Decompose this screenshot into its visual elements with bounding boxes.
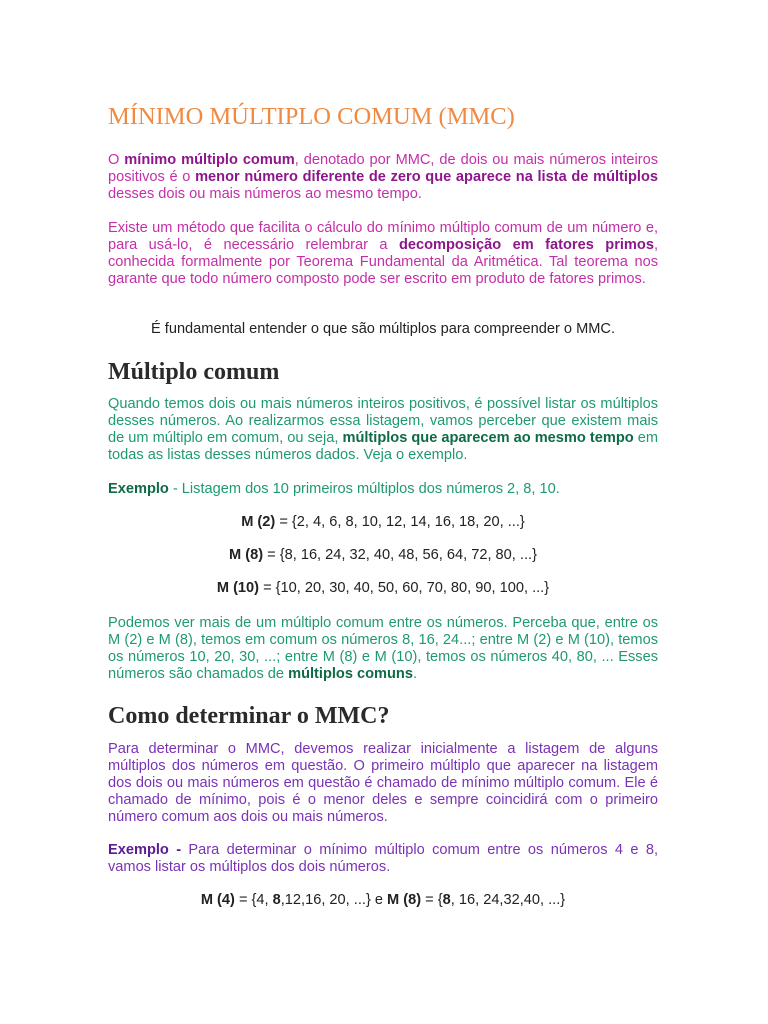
decomposicao-highlight: decomposição em fatores primos (398, 237, 654, 253)
section2-paragraph-1: Para determinar o MMC, devemos realizar inicialmente a listagem de alguns múltiplos dos números em questão. O primeiro múltiplo que aparecer na listagem dos dois ou mais números em questão é chamado de mínimo múltiplo comum. Ele é chamado de mínimo, pois é o menor deles e sempre coincidirá com o primeiro número comum aos dois ou mais números. (108, 741, 658, 825)
example-label: Exemplo (108, 481, 169, 497)
section1-paragraph-2: Podemos ver mais de um múltiplo comum entre os números. Perceba que, entre os M (2) e M (8), temos em comum os números 8, 16, 24...; entre M (2) e M (10), temos os números 10, 20, 30, ...; entre M (8) e M (10), temos os números 40, 80, ... Esses números são chamados de múltiplos comuns. (108, 615, 658, 682)
multiplos-link[interactable]: múltiplos (593, 169, 658, 185)
mmc-formula: M (4) = {4, 8,12,16, 20, ...} e M (8) = {8, 16, 24,32,40, ...} (200, 892, 566, 908)
section1-paragraph-1: Quando temos dois ou mais números inteiros positivos, é possível listar os múltiplos desses números. Ao realizarmos essa listagem, vamos perceber que existem mais de um múltiplo em comum, ou seja, múltiplos que aparecem ao mesmo tempo em todas as listas desses números dados. Veja o exemplo. (108, 396, 658, 463)
section2-example: Exemplo - Para determinar o mínimo múltiplo comum entre os números 4 e 8, vamos listar os múltiplos dos dois números. (108, 842, 658, 875)
definition-highlight: menor número diferente de zero que aparece na lista de (195, 169, 589, 185)
intro-paragraph-1: O mínimo múltiplo comum, denotado por MMC, de dois ou mais números inteiros positivos é o menor número diferente de zero que aparece na lista de múltiplos desses dois ou mais números ao mesmo tempo. (108, 152, 658, 202)
multiplos-comuns-highlight: múltiplos comuns (288, 666, 413, 682)
section1-example: Exemplo - Listagem dos 10 primeiros múltiplos dos números 2, 8, 10. (108, 481, 560, 497)
section-heading-como-determinar: Como determinar o MMC? (108, 703, 390, 729)
term-mmc: mínimo múltiplo comum (124, 152, 295, 168)
example-label: Exemplo - (108, 842, 182, 858)
multiples-list-m2: M (2) = {2, 4, 6, 8, 10, 12, 14, 16, 18, 20, ...} (241, 514, 525, 530)
intro-paragraph-2: Existe um método que facilita o cálculo do mínimo múltiplo comum de um número e, para usá-lo, é necessário relembrar a decomposição em fatores primos, conhecida formalmente por Teorema Fundamental da Aritmética. Tal teorema nos garante que todo número composto pode ser escrito em produto de fatores primos. (108, 220, 658, 287)
multiples-list-m10: M (10) = {10, 20, 30, 40, 50, 60, 70, 80, 90, 100, ...} (216, 580, 550, 596)
page-title: MÍNIMO MÚLTIPLO COMUM (MMC) (108, 103, 515, 130)
section-heading-multiplo-comum: Múltiplo comum (108, 359, 280, 385)
multiples-list-m8: M (8) = {8, 16, 24, 32, 40, 48, 56, 64, 72, 80, ...} (229, 547, 537, 563)
intro-note: É fundamental entender o que são múltiplos para compreender o MMC. (150, 321, 615, 337)
multiplos-mesmo-tempo-highlight: múltiplos que aparecem ao mesmo tempo (342, 430, 634, 446)
